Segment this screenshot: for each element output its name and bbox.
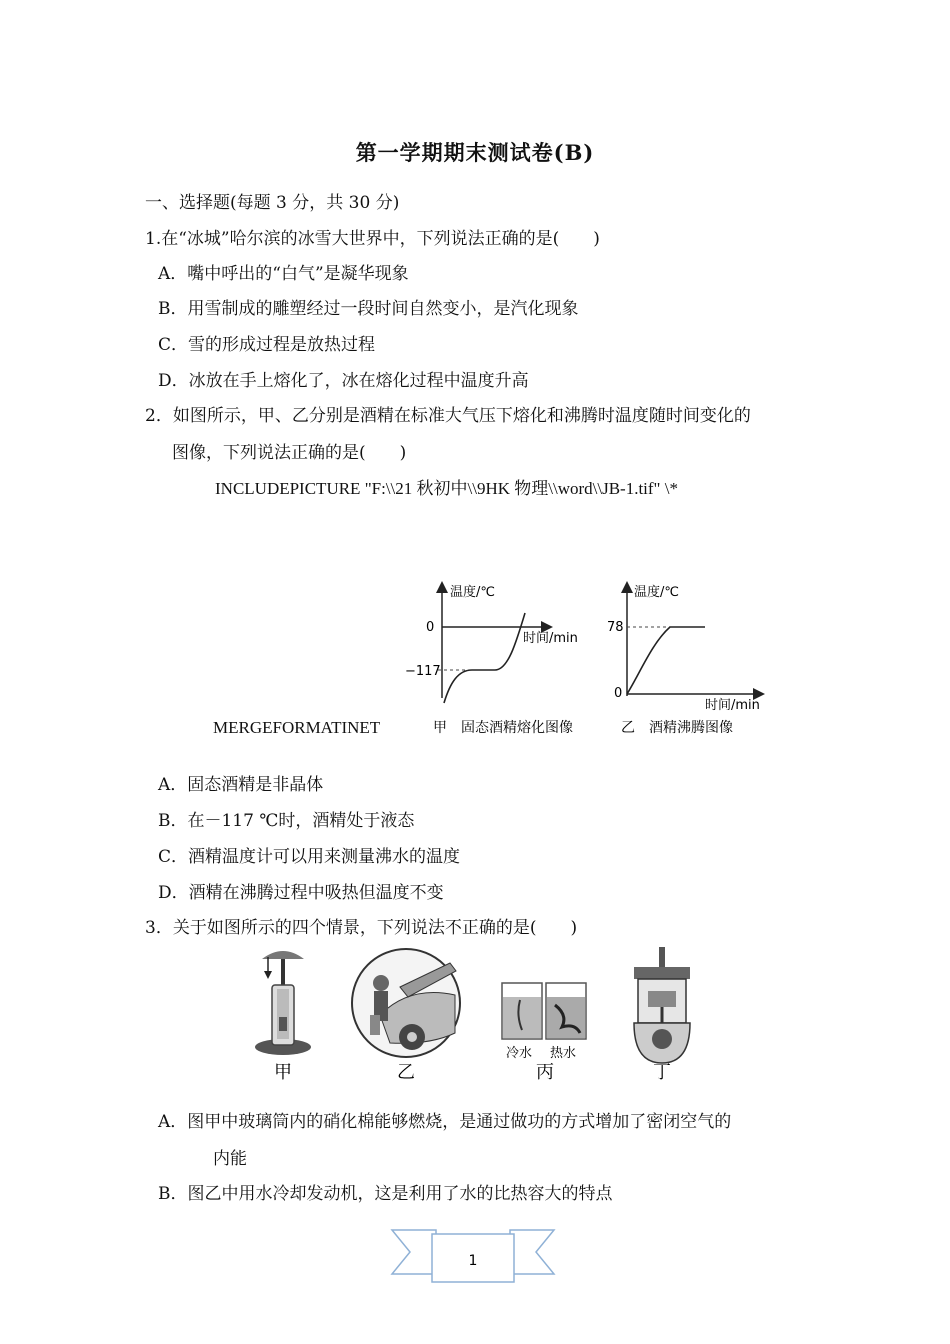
page-number: 1 [468,1253,478,1269]
melting-tick-zero: 0 [426,620,435,635]
melting-xlabel: 时间/min [523,631,578,646]
boiling-ylabel: 温度/℃ [634,585,679,600]
boiling-tick-78: 78 [607,620,624,635]
section-heading: 一、选择题(每题 3 分，共 30 分) [145,193,400,213]
q2-option-a: A．固态酒精是非晶体 [158,775,324,795]
engine-cooling-illustration [352,949,460,1083]
question-1-stem: 1.在“冰城”哈尔滨的冰雪大世界中，下列说法正确的是( ) [145,229,600,249]
q1-option-a: A．嘴中呼出的“白气”是凝华现象 [158,264,409,284]
scene-label-ding: 丁 [653,1062,671,1083]
scene-label-bing: 丙 [536,1062,554,1083]
q2-option-d: D．酒精在沸腾过程中吸热但温度不变 [158,883,444,903]
question-2-stem-line2: 图像，下列说法正确的是( ) [172,443,407,463]
q1-option-c: C．雪的形成过程是放热过程 [158,335,376,355]
beakers-illustration [502,983,586,1083]
q3-option-a-line1: A．图甲中玻璃筒内的硝化棉能够燃烧，是通过做功的方式增加了密闭空气的 [158,1112,732,1132]
q3-option-b: B．图乙中用水冷却发动机，这是利用了水的比热容大的特点 [158,1184,613,1204]
scene-label-jia: 甲 [274,1062,292,1083]
melting-caption: 甲 固态酒精熔化图像 [433,720,573,736]
boiling-caption: 乙 酒精沸腾图像 [621,720,733,736]
q1-option-b: B．用雪制成的雕塑经过一段时间自然变小，是汽化现象 [158,299,579,319]
beaker-cold-label: 冷水 [506,1046,533,1061]
q3-option-a-line2: 内能 [213,1149,247,1169]
engine-cylinder-illustration [634,947,690,1083]
q1-option-d: D．冰放在手上熔化了，冰在熔化过程中温度升高 [158,371,529,391]
boiling-curve [627,627,705,694]
melting-ylabel: 温度/℃ [450,585,495,600]
question-2-stem-line1: 2．如图所示，甲、乙分别是酒精在标准大气压下熔化和沸腾时温度随时间变化的 [145,406,751,426]
boiling-graph [607,584,762,736]
boiling-xlabel: 时间/min [705,698,760,713]
page-number-ribbon [388,1222,558,1284]
boiling-tick-zero: 0 [614,686,623,701]
question-3-stem: 3．关于如图所示的四个情景，下列说法不正确的是( ) [145,918,578,938]
fire-syringe-illustration [255,951,311,1083]
q2-option-c: C．酒精温度计可以用来测量沸水的温度 [158,847,461,867]
page-title: 第一学期期末测试卷(B) [355,140,595,165]
field-code-merge: MERGEFORMATINET [213,718,381,737]
alcohol-graphs [400,578,770,743]
scene-label-yi: 乙 [397,1062,415,1083]
beaker-hot-label: 热水 [550,1046,577,1061]
melting-tick-117: −117 [405,664,441,679]
four-scenes [250,945,710,1085]
field-code-include: INCLUDEPICTURE "F:\\21 秋初中\\9HK 物理\\word\\JB-1.tif" \* [215,479,678,498]
q2-option-b: B．在－117 ℃时，酒精处于液态 [158,811,415,831]
melting-graph [405,584,578,736]
